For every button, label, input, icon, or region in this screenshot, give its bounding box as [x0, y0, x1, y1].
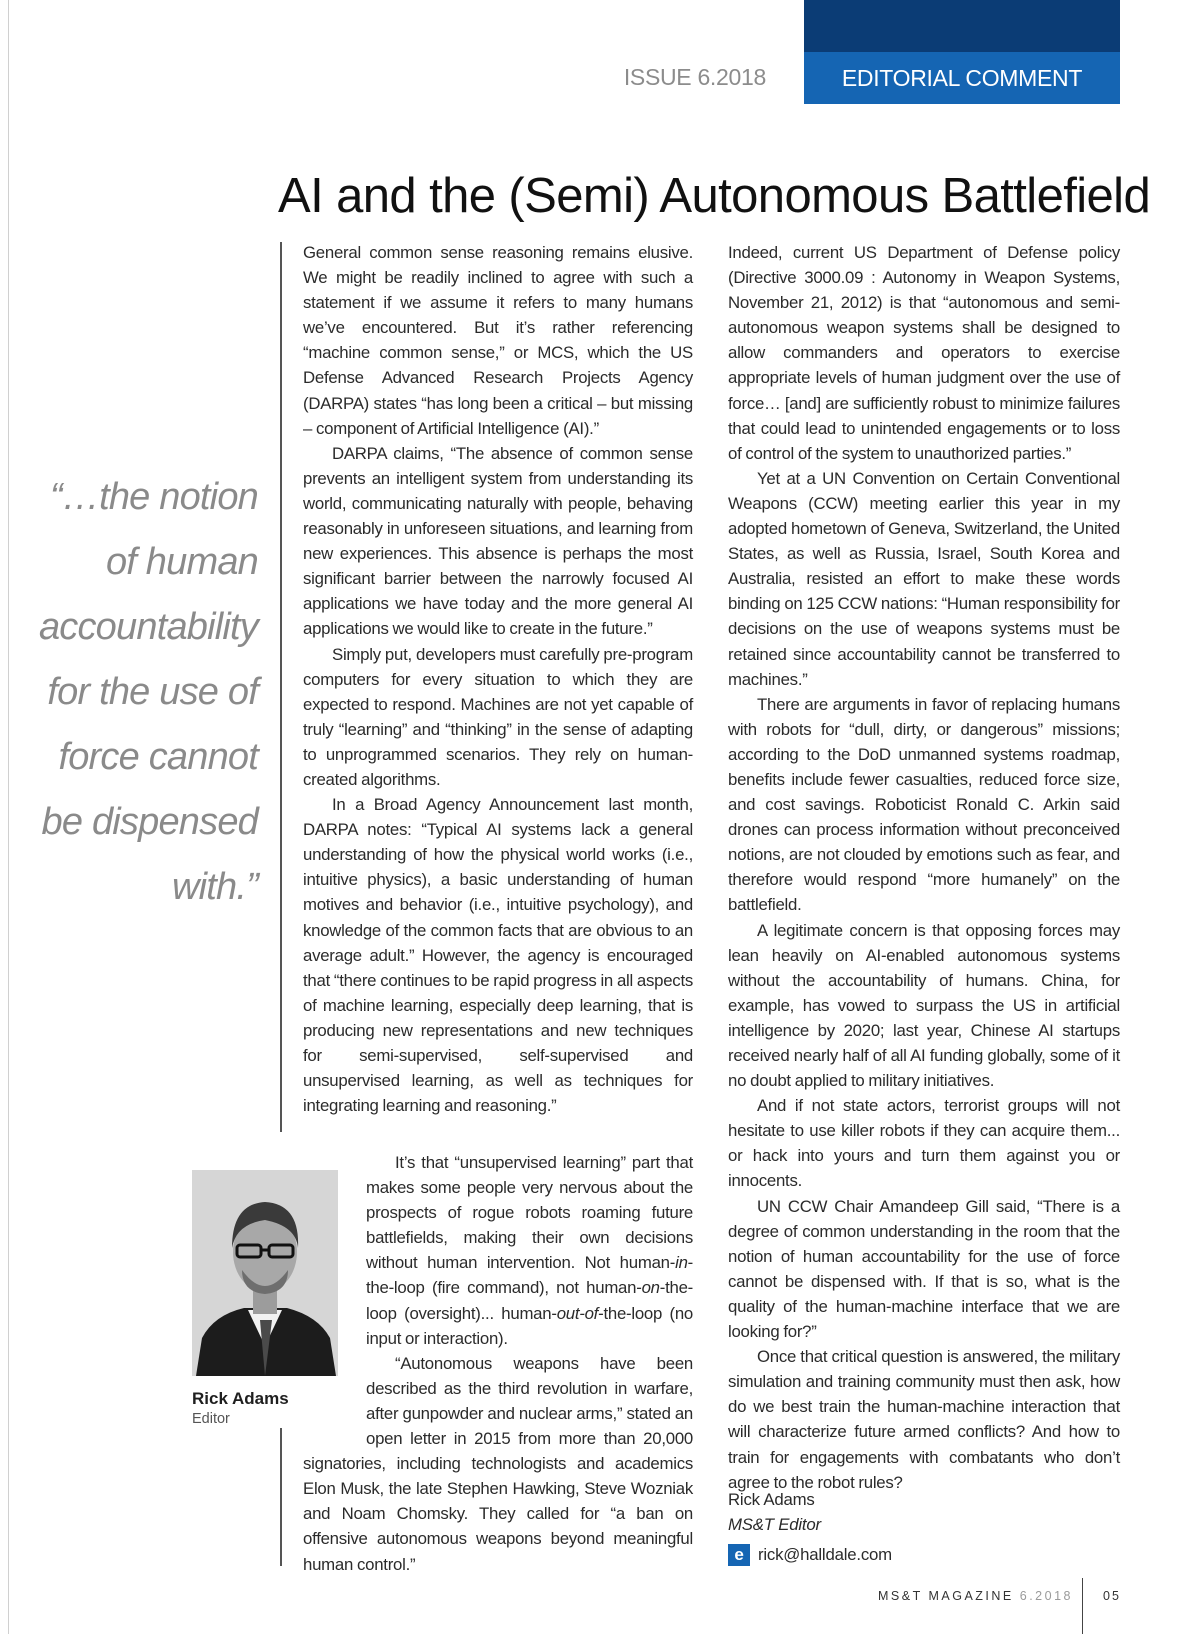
- signoff: [728, 1487, 1120, 1567]
- email-icon: e: [728, 1544, 750, 1566]
- paragraph: Simply put, developers must carefully pre-program computers for every situation to which they are expected to respond. Machines are not yet capable of truly “learning” and “thinking” in the sense of adapting to unprogrammed scenarios. They rely on human-created algorithms.: [303, 644, 693, 789]
- pull-quote: “…the notion of human accountability for the use of force cannot be dispensed with.”: [38, 476, 258, 908]
- paragraph-text: -the-loop (fire command), not human-: [366, 1253, 693, 1298]
- section-tab: EDITORIAL COMMENT: [804, 52, 1120, 104]
- paragraph: Once that critical question is answered, the military simulation and training community must then ask, how do we best train the human-machine interaction that will characterize future armed conflicts? And how to train for engagements with combatants who don’t agree to the robot rules?: [728, 1347, 1120, 1492]
- column-2: [728, 240, 1120, 1495]
- paragraph-text: It’s that “unsupervised learning” part that makes some people very nervous about the prospects of rogue robots roaming future battlefields, making their own decisions without human intervention. Not human-: [366, 1153, 693, 1273]
- column-1: [303, 240, 693, 1118]
- paragraph: DARPA claims, “The absence of common sense prevents an intelligent system from understanding its world, communicating naturally with people, behaving reasonably in unforeseen situations, and learning from new experiences. This absence is perhaps the most significant barrier between the narrowly focused AI applications we have today and the more general AI applications we would like to create in the future.”: [303, 443, 693, 639]
- paragraph: There are arguments in favor of replacing humans with robots for “dull, dirty, or dangerous” missions; according to the DoD unmanned systems roadmap, benefits include fewer casualties, reduced force size, and cost savings. Roboticist Ronald C. Arkin said drones can process information without preconceived notions, are not clouded by emotions such as fear, and therefore would respond “more humanely” on the battlefield.: [728, 694, 1120, 915]
- signoff-title: MS&T Editor: [728, 1515, 821, 1534]
- paragraph: “Autonomous weapons have been described as the third revolution in warfare, after gunpowder and nuclear arms,” stated an open letter in 2015 from more than 20,000 signatories, including technologists and academics Elon Musk, the late Stephen Hawking, Steve Wozniak and Noam Chomsky. They called for “a ban on offensive autonomous weapons beyond meaningful human control.”: [303, 1353, 693, 1574]
- author-photo: [192, 1170, 338, 1376]
- header-color-block: [804, 0, 1120, 52]
- footer-magazine-name: MS&T MAGAZINE: [878, 1589, 1014, 1603]
- signoff-name: Rick Adams: [728, 1490, 815, 1509]
- paragraph: UN CCW Chair Amandeep Gill said, “There is a degree of common understanding in the room that the notion of human accountability for the use of force cannot be dispensed with. If that is so, what is the quality of the human-machine interface that we are looking for?”: [728, 1196, 1120, 1342]
- article-title: AI and the (Semi) Autonomous Battlefield: [278, 169, 1151, 223]
- paragraph: And if not state actors, terrorist groups will not hesitate to use killer robots if they can acquire them... or hack into yours and turn them against you or innocents.: [728, 1096, 1120, 1191]
- paragraph: In a Broad Agency Announcement last month, DARPA notes: “Typical AI systems lack a general understanding of how the physical world works (i.e., intuitive physics), a basic understanding of human motives and behavior (i.e., intuitive psychology), and knowledge of the common facts that are obvious to an average adult.” However, the agency is encouraged that “there continues to be rapid progress in all aspects of machine learning, especially deep learning, that is producing new representations and new techniques for semi-supervised, self-supervised and unsupervised learning, as well as techniques for integrating learning and reasoning.”: [303, 795, 693, 1116]
- email-row: [728, 1542, 1120, 1567]
- paragraph: General common sense reasoning remains elusive. We might be readily inclined to agree with such a statement if we assume it refers to many humans we’ve encountered. But it’s rather referencing “machine common sense,” or MCS, which the US Defense Advanced Research Projects Agency (DARPA) states “has long been a critical – but missing – component of Artificial Intelligence (AI).”: [303, 243, 693, 438]
- emphasis: out-of: [556, 1303, 599, 1323]
- email-link[interactable]: rick@halldale.com: [758, 1545, 892, 1564]
- footer-divider: [1082, 1578, 1083, 1634]
- paragraph: Yet at a UN Convention on Certain Conventional Weapons (CCW) meeting earlier this year in my adopted hometown of Geneva, Switzerland, the United States, as well as Russia, Israel, South Korea and Australia, resisted an effort to make these words binding on 125 CCW nations: “Human responsibility for decisions on the use of weapons systems must be retained since accountability cannot be transferred to machines.”: [728, 468, 1120, 689]
- emphasis: on: [641, 1278, 660, 1298]
- author-role: Editor: [192, 1411, 230, 1427]
- column-rule-bottom: [280, 1428, 282, 1566]
- column-1-continued: [303, 1150, 693, 1577]
- paragraph: A legitimate concern is that opposing forces may lean heavily on AI-enabled autonomous systems without the accountability of humans. China, for example, has vowed to surpass the US in artificial intelligence by 2020; last year, Chinese AI startups received nearly half of all AI funding globally, some of it no doubt applied to military initiatives.: [728, 920, 1120, 1091]
- footer-magazine: [878, 1589, 1073, 1603]
- paragraph: Indeed, current US Department of Defense policy (Directive 3000.09 : Autonomy in Weapon Systems, November 21, 2012) is that “autonomous and semi-autonomous weapon systems shall be designed to allow commanders and operators to exercise appropriate levels of human judgment over the use of force… [and] are sufficiently robust to minimize failures that could lead to unintended engagements or to loss of control of the system to unauthorized parties.”: [728, 243, 1120, 463]
- paragraph-text: -the-loop (no input or interaction).: [366, 1303, 693, 1348]
- page-number: 05: [1103, 1589, 1121, 1603]
- author-name: Rick Adams: [192, 1389, 289, 1408]
- paragraph-text: -the-loop (oversight)... human-: [366, 1278, 693, 1323]
- column-rule-top: [280, 242, 282, 1132]
- author-portrait-illustration: [192, 1170, 338, 1376]
- emphasis: in: [675, 1253, 688, 1273]
- page-left-rule: [8, 0, 9, 1634]
- footer-issue: 6.2018: [1019, 1589, 1073, 1603]
- issue-label: ISSUE 6.2018: [623, 64, 766, 90]
